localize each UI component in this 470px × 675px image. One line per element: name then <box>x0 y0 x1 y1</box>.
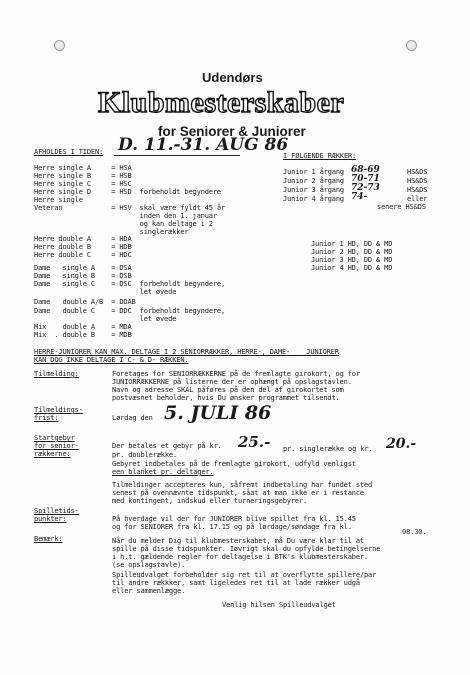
gebyr-amount: 25.- <box>238 433 271 451</box>
text-line: JUNIORRÆKKERNE på listerne der er ophængt på opslagstavlen. <box>112 378 352 386</box>
junior-label: Junior 4 årgang <box>283 195 344 203</box>
list-item: Herre single <box>34 196 83 204</box>
gebyr-label: Startgebyr <box>34 434 75 442</box>
list-item: og kan deltage i 2 <box>34 220 213 228</box>
junior-label: Junior 2 årgang <box>283 177 344 185</box>
list-item: Junior 1 HD, DD & MD <box>311 240 393 248</box>
list-item: Dame single A = DSA <box>34 264 132 272</box>
list-item: Dame single B = DSB <box>34 272 132 280</box>
list-item: Herre single A = HSA <box>34 164 132 172</box>
header-title: Klubmesterskaber <box>98 86 345 119</box>
junior-code: HS&DS <box>407 186 428 194</box>
junior-code: HS&DS <box>407 177 428 185</box>
list-item: Herre double C = HDC <box>34 251 132 259</box>
junior-years: 68-69 <box>351 165 380 175</box>
text-line: (se opslagstavle). <box>112 561 186 569</box>
bemaerk-label: Bemærk: <box>34 535 63 543</box>
junior-label: Junior 3 årgang <box>283 186 344 194</box>
gebyr-text: Der betales et gebyr på kr. <box>112 442 222 450</box>
when-dates: D. 11.-31. AUG 86 <box>118 135 289 155</box>
frist-label: Tilmeldings- <box>34 406 83 414</box>
list-item: Junior 3 HD, DD & MD <box>311 256 393 264</box>
junior-code: eller <box>407 195 428 203</box>
list-item: Dame double C = DDC forbeholdt begyndere, <box>34 307 226 315</box>
spilletid-label: Spilletids- <box>34 507 79 515</box>
junior-label: Junior 1 årgang <box>283 168 344 176</box>
text-line: eller sammenlægge. <box>112 587 186 595</box>
list-item: let øvede <box>34 288 177 296</box>
list-item: Herre double B = HDB <box>34 243 132 251</box>
list-item: singlerækker <box>34 228 189 236</box>
text-line: Foretages for SENIORRÆKKERNE på de fremlagte girokort, og for <box>112 370 360 378</box>
tilmelding-label: Tilmelding: <box>34 370 79 378</box>
list-item: Herre single D = HSD forbeholdt begyndere <box>34 188 221 196</box>
gebyr-text: med kontingent, indskud eller turneringsgebyrer. <box>112 497 308 505</box>
list-item: Mix double A = MDA <box>34 323 132 331</box>
list-item: Junior 4 HD, DD & MD <box>311 264 393 272</box>
when-label: AFHOLDES I TIDEN: <box>34 148 104 156</box>
notice-line2: KAN DOG IKKE DELTAGE I C- & D- RÆKKEN. <box>34 356 189 364</box>
spilletid-label: punkter: <box>34 515 67 523</box>
gebyr-label: rækkerne: <box>34 450 71 458</box>
junior-years: 72-73 <box>351 183 380 193</box>
frist-date: 5. JULI 86 <box>164 402 272 424</box>
junior-extra: senere HS&DS <box>377 203 426 211</box>
list-item: let øvede <box>34 315 177 323</box>
spilletid-text: På hverdage vil der for JUNIORER blive spillet fra kl. 15.45 <box>112 515 356 523</box>
punch-hole <box>54 40 65 51</box>
junior-years: 70-71 <box>351 174 380 184</box>
gebyr-text: senest på ovennævnte tidspunkt, såat at man ikke er i restance <box>112 489 364 497</box>
frist-label: frist: <box>34 414 59 422</box>
junior-years: 74- <box>351 192 368 202</box>
text-line: Spilleudvalget forbeholder sig ret til at overflytte spillere/par <box>112 571 377 579</box>
list-item: Dame single C = DSC forbeholdt begyndere, <box>34 280 226 288</box>
gebyr-text: een blanket pr. deltager. <box>112 468 214 476</box>
junior-code: HS&DS <box>407 168 428 176</box>
following-label: I FØLGENDE RÆKKER: <box>283 152 357 160</box>
gebyr-label: for senior- <box>34 442 79 450</box>
text-line: Navn og adresse SKAL påføres på den del af girokortet som <box>112 386 344 394</box>
frist-text: Lørdag den <box>112 414 153 422</box>
spilletid-text: og for SENIORER fra kl. 17.15 og på lørdage/søndage fra kl. <box>112 523 352 531</box>
list-item: Herre single B = HSB <box>34 172 132 180</box>
gebyr-text: pr. singlerække og kr. <box>283 445 373 453</box>
gebyr-text: Gebyret indbetales på de fremlagte girokort, udfyld venligst <box>112 460 356 468</box>
list-item: Herre single C = HSC <box>34 180 132 188</box>
list-item: Herre double A = HDA <box>34 235 132 243</box>
text-line: i h.t. gældende regler for deltagelse i BTK's klubmesterskaber. <box>112 553 369 561</box>
list-item: inden den 1. januar <box>34 212 217 220</box>
text-line: postvæsnet beholder, hvis Du ønsker programmet tilsendt. <box>112 394 340 402</box>
list-item: Veteran = HSV skal være fyldt 45 år <box>34 204 226 212</box>
punch-hole <box>406 40 417 51</box>
signoff: Venlig hilsen Spilleudvalget <box>222 601 336 609</box>
text-line: spille på disse tidspunkter. Iøvrigt skal du opfylde betingelserne <box>112 545 381 553</box>
gebyr-amount: 20.- <box>386 436 417 452</box>
text-line: til andre rækkker, samt ligeledes ret til at lade rækker udgå <box>112 579 360 587</box>
text-line: Når du melder Dig til klubmesterskabet, må Du være klar til at <box>112 537 364 545</box>
gebyr-text: Tilmeldinger accepteres kun, såfremt indbetaling har fundet sted <box>112 481 373 489</box>
when-underline <box>114 155 240 156</box>
header-line1: Udendørs <box>202 70 263 85</box>
list-item: Mix . double B = MDB <box>34 331 132 339</box>
notice-line1: HERRE-JUNIORER KAN MAX. DELTAGE I 2 SENIORRÆKKER, HERRE-, DAME- JUNIORER <box>34 348 339 356</box>
gebyr-text: pr. doublerække. <box>112 451 178 459</box>
header-line3: for Seniorer & Juniorer <box>158 124 306 139</box>
list-item: Dame double A/B = DDAB <box>34 298 136 306</box>
spilletid-text: 08.30. <box>402 528 427 536</box>
list-item: Junior 2 HD, DD & MD <box>311 248 393 256</box>
